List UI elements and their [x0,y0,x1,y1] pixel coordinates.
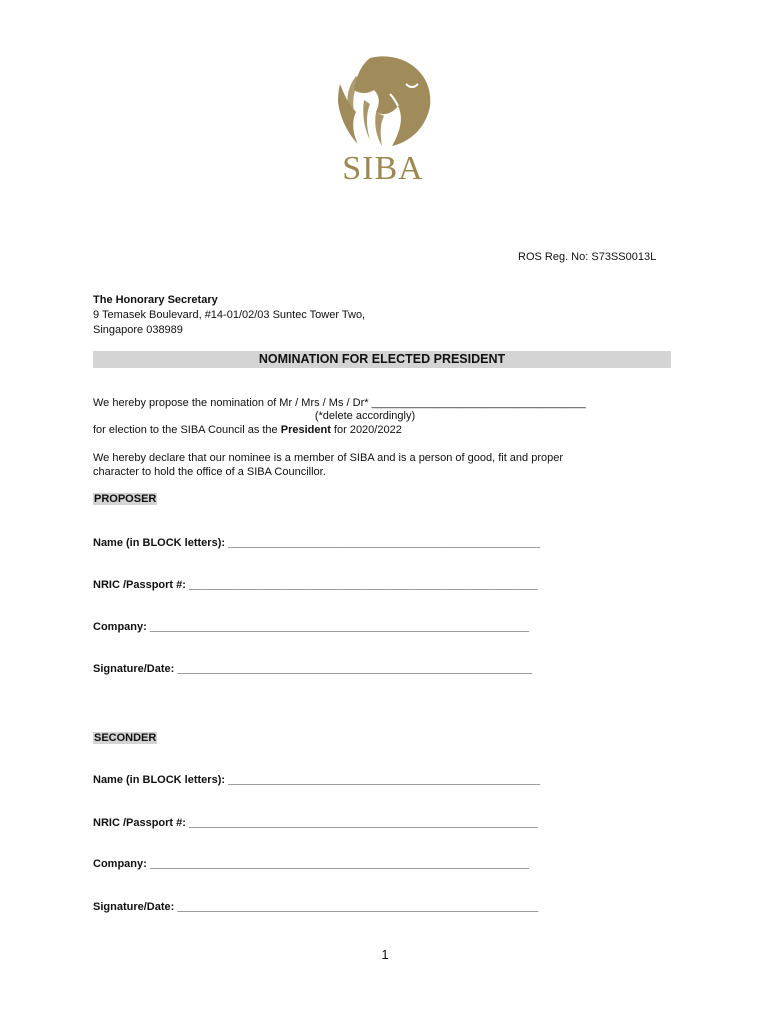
seconder-heading: SECONDER [94,732,157,744]
logo-wordmark: SIBA [342,150,424,187]
page-number: 1 [381,947,389,962]
election-role: President [280,424,331,436]
election-line [93,424,402,436]
propose-line: We hereby propose the nomination of Mr / Mrs / Ms / Dr* ___________________________________ [93,397,586,409]
address-line-2: Singapore 038989 [93,324,183,336]
proposer-name-field[interactable]: Name (in BLOCK letters): ___________________________________________________ [93,537,541,549]
declaration-line-1: We hereby declare that our nominee is a member of SIBA and is a person of good, fit and proper [93,452,564,464]
recipient-title: The Honorary Secretary [93,294,218,306]
proposer-signature-field[interactable]: Signature/Date: __________________________________________________________ [93,663,533,675]
election-text-post: for 2020/2022 [330,424,402,436]
seconder-company-field[interactable]: Company: ______________________________________________________________ [93,858,530,870]
seconder-name-field[interactable]: Name (in BLOCK letters): ___________________________________________________ [93,774,541,786]
delete-note: (*delete accordingly) [314,410,416,422]
form-title: NOMINATION FOR ELECTED PRESIDENT [93,351,671,368]
seconder-nric-field[interactable]: NRIC /Passport #: _________________________________________________________ [93,817,538,829]
proposer-nric-field[interactable]: NRIC /Passport #: _________________________________________________________ [93,579,538,591]
address-line-1: 9 Temasek Boulevard, #14-01/02/03 Suntec Tower Two, [93,309,366,321]
election-text-pre: for election to the SIBA Council as the [93,424,281,436]
ros-registration-number: ROS Reg. No: S73SS0013L [518,251,657,263]
seconder-signature-field[interactable]: Signature/Date: ___________________________________________________________ [93,901,539,913]
proposer-company-field[interactable]: Company: ______________________________________________________________ [93,621,530,633]
recipient-address [93,293,365,338]
proposer-heading: PROPOSER [94,493,157,505]
declaration-line-2: character to hold the office of a SIBA Councillor. [93,466,326,478]
